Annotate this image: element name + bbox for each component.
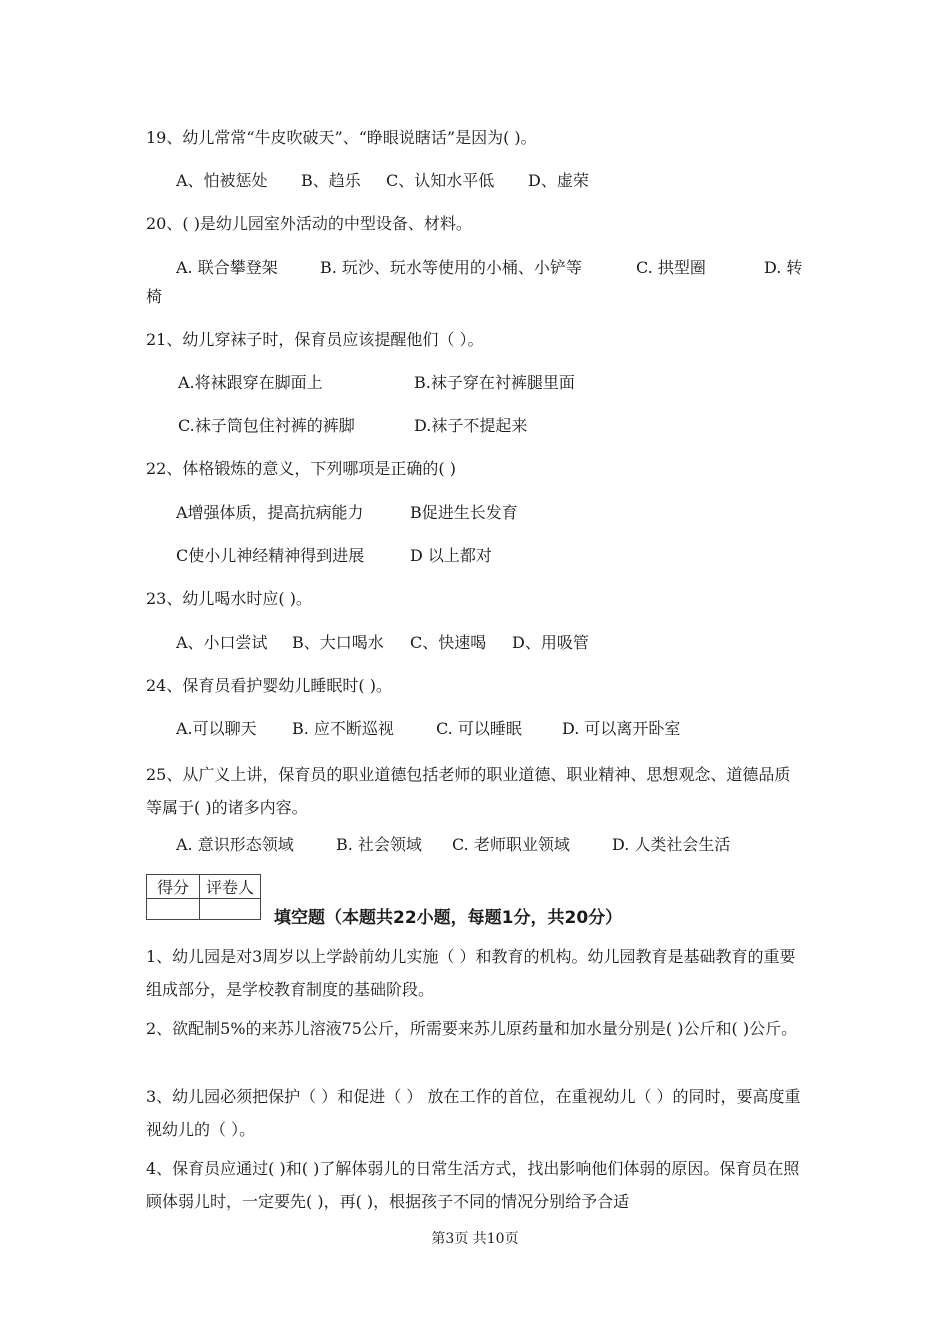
question-23: 23、幼儿喝水时应( )。 — [146, 589, 312, 608]
q21-option-c: C.袜子筒包住衬裤的裤脚 — [178, 416, 355, 435]
q23-option-b: B、大口喝水 — [292, 633, 384, 652]
q25-option-a: A. 意识形态领域 — [176, 835, 294, 854]
question-21: 21、幼儿穿袜子时，保育员应该提醒他们（ ）。 — [146, 330, 484, 349]
q21-option-b: B.袜子穿在衬裤腿里面 — [414, 373, 575, 392]
question-24: 24、保育员看护婴幼儿睡眠时( )。 — [146, 676, 392, 695]
q25-option-b: B. 社会领域 — [336, 835, 422, 854]
fill-question-3: 3、幼儿园必须把保护（ ）和促进（ ） 放在工作的首位，在重视幼儿（ ）的同时，要高度重视幼儿的（ ）。 — [146, 1087, 801, 1139]
q19-option-a: A、怕被惩处 — [176, 171, 268, 190]
question-25: 25、从广义上讲，保育员的职业道德包括老师的职业道德、职业精神、思想观念、道德品质等属于( )的诸多内容。 — [146, 765, 791, 817]
q22-option-a: A增强体质，提高抗病能力 — [176, 503, 364, 522]
question-19: 19、幼儿常常“牛皮吹破天”、“睁眼说瞎话”是因为( )。 — [146, 128, 537, 147]
q21-option-a: A.将袜跟穿在脚面上 — [178, 373, 323, 392]
q24-option-a: A.可以聊天 — [176, 719, 257, 738]
q19-option-d: D、虚荣 — [528, 171, 589, 190]
question-22: 22、体格锻炼的意义，下列哪项是正确的( ) — [146, 459, 456, 478]
q20-option-c: C. 拱型圈 — [636, 258, 706, 277]
q20-option-d-wrap: 椅 — [146, 287, 163, 306]
q20-option-d: D. 转 — [764, 258, 803, 277]
fill-question-1: 1、幼儿园是对3周岁以上学龄前幼儿实施（ ）和教育的机构。幼儿园教育是基础教育的重要组成部分，是学校教育制度的基础阶段。 — [146, 947, 796, 999]
q20-option-b: B. 玩沙、玩水等使用的小桶、小铲等 — [320, 258, 582, 277]
q22-option-b: B促进生长发育 — [410, 503, 518, 522]
grader-header: 评卷人 — [200, 875, 261, 899]
q19-option-b: B、趋乐 — [301, 171, 361, 190]
q19-option-c: C、认知水平低 — [386, 171, 495, 190]
q21-option-d: D.袜子不提起来 — [414, 416, 528, 435]
section-title: 填空题（本题共22小题，每题1分，共20分） — [274, 908, 623, 928]
score-cell — [147, 899, 200, 920]
q22-option-c: C使小儿神经精神得到进展 — [176, 546, 365, 565]
q24-option-c: C. 可以睡眠 — [436, 719, 522, 738]
q23-option-d: D、用吸管 — [512, 633, 589, 652]
q24-option-b: B. 应不断巡视 — [292, 719, 394, 738]
q25-option-c: C. 老师职业领域 — [452, 835, 570, 854]
q25-option-d: D. 人类社会生活 — [612, 835, 731, 854]
q20-option-a: A. 联合攀登架 — [176, 258, 278, 277]
q23-option-a: A、小口尝试 — [176, 633, 268, 652]
page-footer: 第3页 共10页 — [431, 1231, 519, 1247]
grader-cell — [200, 899, 261, 920]
q22-option-d: D 以上都对 — [410, 546, 492, 565]
q23-option-c: C、快速喝 — [410, 633, 487, 652]
fill-question-4: 4、保育员应通过( )和( )了解体弱儿的日常生活方式，找出影响他们体弱的原因。保育员在照顾体弱儿时，一定要先( )，再( )，根据孩子不同的情况分别给予合适 — [146, 1159, 800, 1211]
fill-question-2: 2、欲配制5%的来苏儿溶液75公斤，所需要来苏儿原药量和加水量分别是( )公斤和( )公斤。 — [146, 1019, 798, 1038]
question-20: 20、( )是幼儿园室外活动的中型设备、材料。 — [146, 214, 472, 233]
score-table — [146, 874, 261, 920]
q24-option-d: D. 可以离开卧室 — [562, 719, 681, 738]
score-header: 得分 — [147, 875, 200, 899]
